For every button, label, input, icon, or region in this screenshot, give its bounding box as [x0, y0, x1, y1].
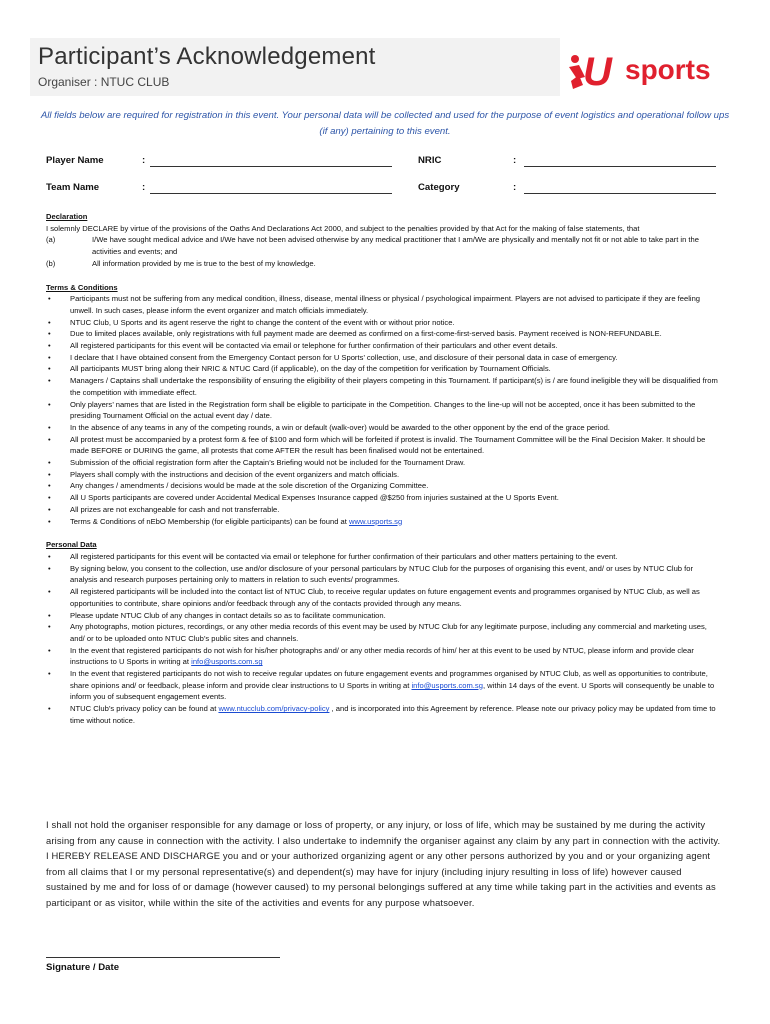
nric-field[interactable] [524, 166, 716, 167]
list-item [46, 668, 722, 703]
list-item [46, 703, 722, 726]
list-item-text: In the event that registered participants do not wish for his/her photographs and/ or any other media records of him/ her at this event to be used by NTUC, please inform and provide clear instructions to U Sports in writing at [70, 645, 694, 667]
email-link[interactable]: info@usports.com.sg [411, 680, 483, 690]
terms-body [46, 211, 722, 727]
category-field[interactable] [524, 193, 716, 194]
terms-list [46, 293, 722, 527]
logo-text: sports [625, 54, 711, 85]
list-item-text: , within 14 days of the event. U Sports will consequently be unable to inform you of subsequent engagement events. [70, 680, 715, 702]
list-item: • All registered participants for this event will be contacted via email or telephone for further confirmation of their particulars and other event details. [46, 340, 722, 352]
list-item: • In the absence of any teams in any of the competing rounds, a win or default (walk-over) would be awarded to the other opponent by the end of the grace period. [46, 422, 722, 434]
team-name-field[interactable] [150, 193, 392, 194]
list-item: • By signing below, you consent to the collection, use and/or disclosure of your personal particulars by NTUC Club for the purposes of organising this event, and/ or uses by NTUC Club for analysis and research purposes pertaining only to matters in relation to such events/ programmes. [46, 563, 722, 586]
list-item: • All registered participants for this event will be contacted via email or telephone for further confirmation of their particulars and other matters pertaining to the event. [46, 551, 722, 563]
list-item: • Due to limited places available, only registrations with full payment made are deemed as confirmed on a first-come-first-served basis. Payment received is NON-REFUNDABLE. [46, 328, 722, 340]
declaration-item [46, 258, 722, 270]
list-item: • Participants must not be suffering from any medical condition, illness, disease, mental illness or physical / psychological impairment. Players are not advised to participate if they are feeling unwell. In such cases, please inform the event organizer and match officials immediately. [46, 293, 722, 316]
declaration-item-text: I/We have sought medical advice and I/We have not been advised otherwise by any medical practitioner that I am/We are physically and mentally not fit or not able to take part in the activities and events; and [92, 235, 699, 257]
list-item-text: , and is incorporated into this Agreement by reference. Please note our privacy policy may be updated from time to time without notice. [70, 704, 716, 725]
declaration-item-key: (a) [46, 235, 56, 245]
category-label: Category [418, 182, 460, 193]
colon: : [513, 155, 517, 166]
list-item: • Only players’ names that are listed in the Registration form shall be eligible to participate in the Competition. Changes to the line-up will not be accepted, once it has been submitted to the presiding Tournament Official on the actual event day / date. [46, 399, 722, 422]
usports-link[interactable]: www.usports.sg [349, 516, 403, 526]
declaration-item [46, 234, 722, 257]
usports-logo [565, 45, 735, 93]
nric-label: NRIC [418, 155, 442, 166]
list-item: • Please update NTUC Club of any changes in contact details so as to facilitate communication. [46, 610, 722, 622]
list-item: • Any photographs, motion pictures, recordings, or any other media records of this event may be used by NTUC Club for any legitimate purpose, including any commercial and marketing uses, and/ or to be uploaded onto NTUC Club’s public sites and channels. [46, 621, 722, 644]
list-item-text: Terms & Conditions of nEbO Membership (for eligible participants) can be found at [70, 516, 349, 526]
personal-data-heading: Personal Data [46, 540, 97, 550]
declaration-text: I solemnly DECLARE by virtue of the provisions of the Oaths And Declarations Act 2000, and subject to the penalties provided by that Act for the making of false statements, that [46, 223, 640, 233]
list-item: • All prizes are not exchangeable for cash and not transferrable. [46, 504, 722, 516]
colon: : [142, 182, 146, 193]
signature-field[interactable] [46, 957, 280, 958]
list-item: • Managers / Captains shall undertake the responsibility of ensuring the eligibility of their players competing in this Tournament. If participant(s) is / are found ineligible they will be disqualified from the competition with immediate effect. [46, 375, 722, 398]
privacy-policy-link[interactable]: www.ntucclub.com/privacy-policy [218, 704, 330, 714]
player-name-label: Player Name [46, 155, 104, 166]
team-name-label: Team Name [46, 182, 100, 193]
list-item: • All U Sports participants are covered under Accidental Medical Expenses Insurance capped @$250 from injuries sustained at the U Sports Event. [46, 492, 722, 504]
list-item: • All registered participants will be included into the contact list of NTUC Club, to receive regular updates on future engagement events and programmes organised by NTUC Club, as well as opportunities to contribute, share opinions and/or feedback through any of the contacts provided through any means. [46, 586, 722, 609]
organiser-label: Organiser : NTUC CLUB [38, 75, 170, 89]
terms-heading: Terms & Conditions [46, 282, 118, 292]
list-item: • Any changes / amendments / decisions would be made at the sole discretion of the Organizing Committee. [46, 480, 722, 492]
list-item [46, 645, 722, 668]
list-item: • Players shall comply with the instructions and decision of the event organizers and match officials. [46, 469, 722, 481]
player-name-field[interactable] [150, 166, 392, 167]
declaration-item-key: (b) [46, 258, 56, 268]
declaration-heading: Declaration [46, 212, 88, 221]
email-link[interactable]: info@usports.com.sg [191, 657, 263, 667]
liability-statement: I shall not hold the organiser responsible for any damage or loss of property, or any injury, or loss of life, which may be sustained by me during the activity arising from any cause in connection with the activity. I also undertake to indemnify the organiser against any claim by any part in connection with the activity. I HEREBY RELEASE AND DISCHARGE you and or your authorized organizing agent or any other persons authorized by you and or your organizing agent from all claims that I or my personal representative(s) and dependent(s) may have for injury (including injury resulting in loss of life) however caused sustained by me and for loss of or damage (however caused) to my personal belongings suffered at any time while taking part in the activities and events as participant or as visitor, while within the site of the activities and events for any purpose whatsoever. [46, 819, 721, 908]
intro-note: All fields below are required for registration in this event. Your personal data will be collected and used for the purpose of event logistics and operational follow ups (if any) pertaining to this event. [40, 110, 730, 137]
list-item-text: In the event that registered participants do not wish to receive regular updates on future engagement events and programmes organised by NTUC Club, as well as opportunities to contribute, share opinions and/ or feedback, please inform and provide clear instructions to U Sports in writing at [70, 669, 708, 690]
colon: : [142, 155, 146, 166]
list-item: • I declare that I have obtained consent from the Emergency Contact person for U Sports’ collection, use, and disclosure of their personal data in case of emergency. [46, 352, 722, 364]
list-item: • All protest must be accompanied by a protest form & fee of $100 and form which will be forfeited if protest is invalid. The Tournament Committee will be the Final Decision Maker. It should be made BEFORE or DURING the game, all protests that come AFTER the result has been finalised would not be entertained. [46, 434, 722, 457]
list-item: • All participants MUST bring along their NRIC & NTUC Card (if applicable), on the day of the competition for verification by Tournament Officials. [46, 363, 722, 375]
signature-label: Signature / Date [46, 962, 120, 973]
logo-letter: U [583, 50, 612, 93]
personal-data-list [46, 551, 722, 727]
list-item-text: NTUC Club’s privacy policy can be found at [70, 704, 219, 714]
list-item [46, 516, 722, 528]
list-item: • Submission of the official registration form after the Captain’s Briefing would not be included for the Tournament Draw. [46, 457, 722, 469]
colon: : [513, 182, 517, 193]
page-title: Participant’s Acknowledgement [38, 43, 376, 70]
declaration-item-text: All information provided by me is true to the best of my knowledge. [92, 258, 316, 268]
list-item: • NTUC Club, U Sports and its agent reserve the right to change the content of the event with or without prior notice. [46, 317, 722, 329]
